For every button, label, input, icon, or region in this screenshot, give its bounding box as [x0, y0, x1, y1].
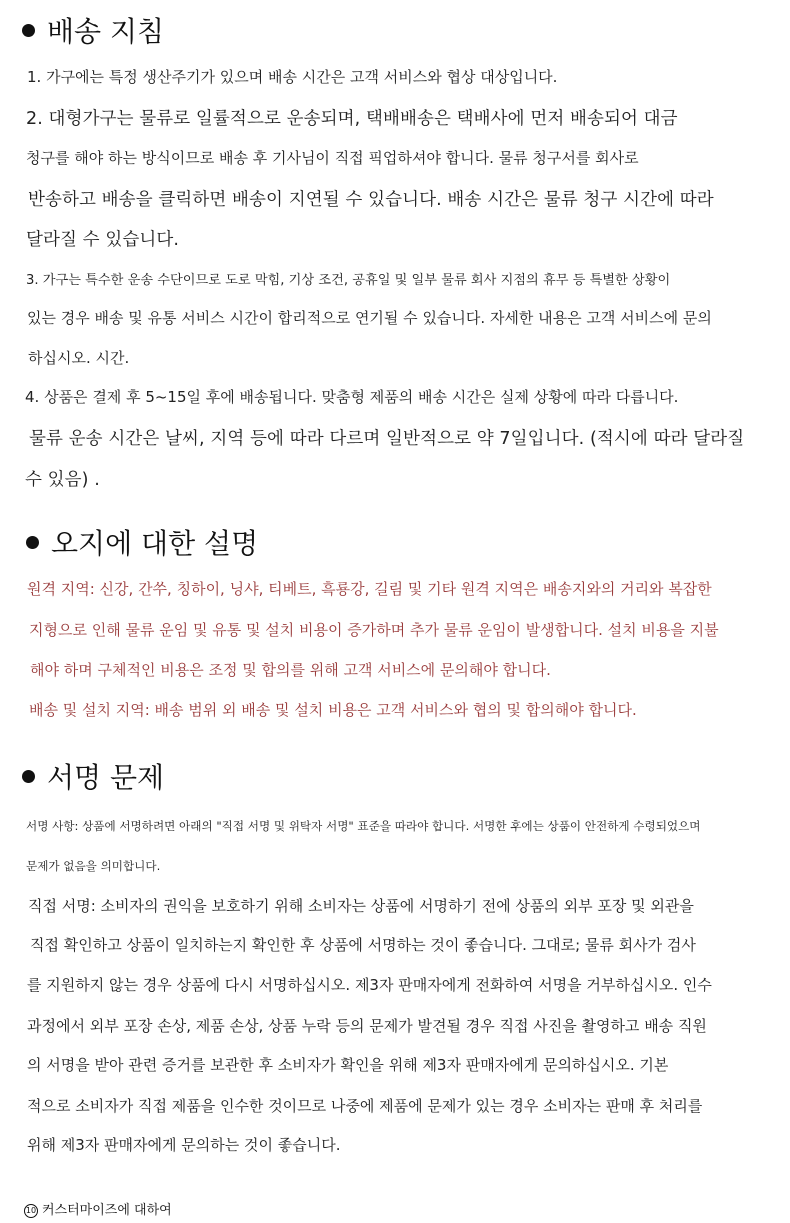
bullet-icon: [22, 770, 35, 783]
shipping-heading: [22, 12, 164, 52]
signature-line-9: 위해 제3자 판매자에게 문의하는 것이 좋습니다.: [27, 1136, 341, 1154]
number-badge: 10: [24, 1204, 38, 1218]
signature-line-5: 를 지원하지 않는 경우 상품에 다시 서명하십시오. 제3자 판매자에게 전화하여 서명을 거부하십시오. 인수: [27, 976, 712, 994]
signature-line-1: 서명 사항: 상품에 서명하려면 아래의 "직접 서명 및 위탁자 서명" 표준을 따라야 합니다. 서명한 후에는 상품이 안전하게 수령되었으며: [26, 819, 701, 833]
remote-line-2: 지형으로 인해 물류 운임 및 유통 및 설치 비용이 증가하며 추가 물류 운임이 발생합니다. 설치 비용을 지불: [29, 621, 719, 639]
remote-heading-text: 오지에 대한 설명: [51, 527, 259, 560]
shipping-line-3: 청구를 해야 하는 방식이므로 배송 후 기사님이 직접 픽업하셔야 합니다. 물류 청구서를 회사로: [26, 149, 639, 167]
remote-line-4: 배송 및 설치 지역: 배송 범위 외 배송 및 설치 비용은 고객 서비스와 협의 및 합의해야 합니다.: [29, 701, 637, 719]
signature-heading-text: 서명 문제: [47, 761, 165, 794]
signature-line-2: 문제가 없음을 의미합니다.: [26, 859, 161, 873]
shipping-line-1: 1. 가구에는 특정 생산주기가 있으며 배송 시간은 고객 서비스와 협상 대상입니다.: [27, 68, 558, 86]
shipping-line-8: 하십시오. 시간.: [28, 349, 130, 367]
remote-line-1: 원격 지역: 신강, 간쑤, 칭하이, 닝샤, 티베트, 흑룡강, 길림 및 기타 원격 지역은 배송지와의 거리와 복잡한: [27, 580, 712, 598]
shipping-line-4: 반송하고 배송을 클릭하면 배송이 지연될 수 있습니다. 배송 시간은 물류 청구 시간에 따라: [28, 190, 714, 210]
signature-heading: [22, 758, 164, 798]
shipping-line-6: 3. 가구는 특수한 운송 수단이므로 도로 막힘, 기상 조건, 공휴일 및 일부 물류 회사 지점의 휴무 등 특별한 상황이: [26, 273, 671, 288]
remote-heading: [26, 524, 258, 564]
shipping-line-7: 있는 경우 배송 및 유통 서비스 시간이 합리적으로 연기될 수 있습니다. 자세한 내용은 고객 서비스에 문의: [27, 309, 712, 327]
shipping-line-10: 물류 운송 시간은 날씨, 지역 등에 따라 다르며 일반적으로 약 7일입니다. (적시에 따라 달라질: [29, 429, 745, 449]
bullet-icon: [22, 24, 35, 37]
signature-line-4: 직접 확인하고 상품이 일치하는지 확인한 후 상품에 서명하는 것이 좋습니다. 그대로; 물류 회사가 검사: [30, 936, 696, 954]
signature-line-6: 과정에서 외부 포장 손상, 제품 손상, 상품 누락 등의 문제가 발견될 경우 직접 사진을 촬영하고 배송 직원: [27, 1017, 707, 1035]
shipping-line-9: 4. 상품은 결제 후 5~15일 후에 배송됩니다. 맞춤형 제품의 배송 시간은 실제 상황에 따라 다릅니다.: [25, 388, 679, 406]
remote-line-3: 해야 하며 구체적인 비용은 조정 및 합의를 위해 고객 서비스에 문의해야 합니다.: [30, 661, 551, 679]
shipping-heading-text: 배송 지침: [47, 15, 165, 48]
signature-line-7: 의 서명을 받아 관련 증거를 보관한 후 소비자가 확인을 위해 제3자 판매자에게 문의하십시오. 기본: [27, 1056, 669, 1074]
signature-line-8: 적으로 소비자가 직접 제품을 인수한 것이므로 나중에 제품에 문제가 있는 경우 소비자는 판매 후 처리를: [27, 1097, 703, 1115]
customization-heading: [24, 1199, 172, 1221]
shipping-line-11: 수 있음) .: [25, 470, 100, 490]
customization-label: 커스터마이즈에 대하여: [42, 1203, 172, 1218]
shipping-line-5: 달라질 수 있습니다.: [26, 230, 180, 250]
signature-line-3: 직접 서명: 소비자의 권익을 보호하기 위해 소비자는 상품에 서명하기 전에 상품의 외부 포장 및 외관을: [28, 897, 694, 915]
bullet-icon: [26, 536, 39, 549]
shipping-line-2: 2. 대형가구는 물류로 일률적으로 운송되며, 택배배송은 택배사에 먼저 배송되어 대금: [26, 109, 678, 129]
